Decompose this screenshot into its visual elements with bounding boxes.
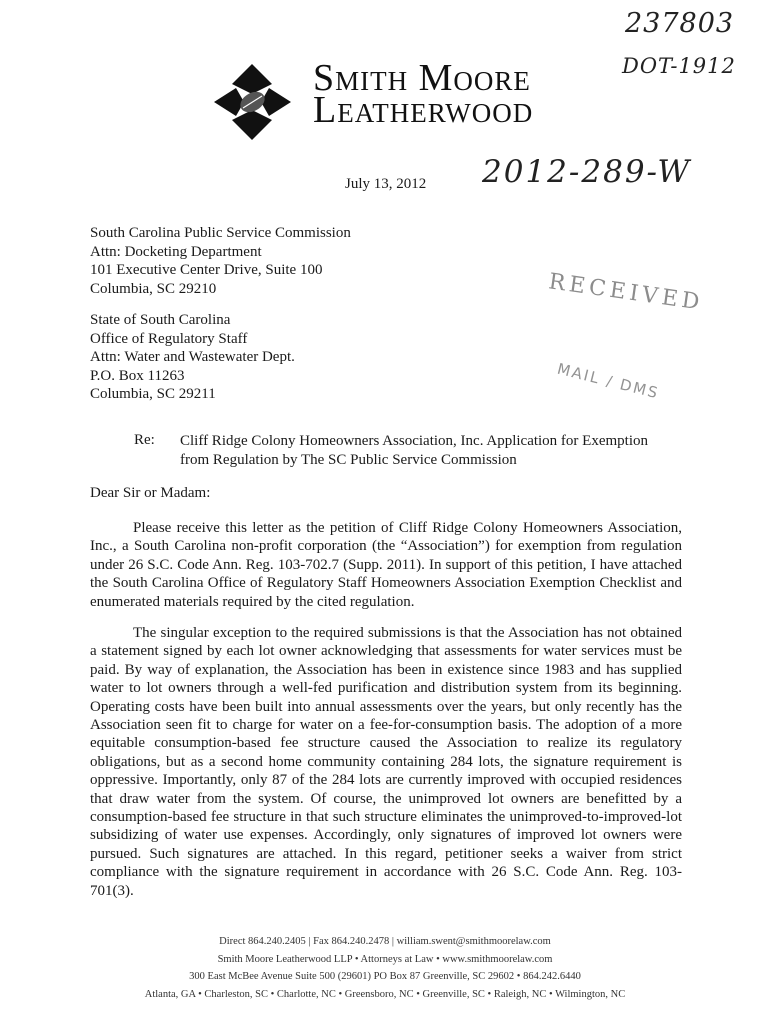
address-line: Attn: Docketing Department: [90, 243, 262, 260]
recipient-address-commission: [90, 224, 351, 298]
re-subject: Cliff Ridge Colony Homeowners Association, Inc. Application for Exemption from Regulation by The SC Public Service Commission: [180, 433, 648, 468]
address-line: South Carolina Public Service Commission: [90, 225, 351, 241]
firm-logo-icon: [210, 62, 295, 142]
handwritten-docket-number: 2012-289-W: [482, 154, 692, 190]
footer-address-line: 300 East McBee Avenue Suite 500 (29601) PO Box 87 Greenville, SC 29602 • 864.242.6440: [189, 971, 581, 982]
address-line: P.O. Box 11263: [90, 367, 185, 384]
received-stamp: [540, 269, 720, 420]
stamp-mail-text: MAIL / DMS: [555, 359, 662, 403]
handwritten-filing-number: 237803: [625, 8, 735, 39]
address-line: Attn: Water and Wastewater Dept.: [90, 349, 295, 365]
letterhead-footer: [60, 933, 710, 1003]
address-line: Columbia, SC 29211: [90, 386, 216, 402]
firm-name-line2: Leatherwood: [313, 89, 534, 131]
stamp-received-text: RECEIVED: [547, 269, 705, 316]
body-paragraph-2: The singular exception to the required submissions is that the Association has not obtained a statement signed by each lot owner acknowledging that assessments for water services must be paid. By way of explanation, the Association has been in existence since 1983 and has supplied water to lot owners through a well-fed purification and distribution system from its beginning. Operating costs have been built into annual assessments over the years, but only recently has the Association seen fit to charge for water on a fee-for-consumption basis. The adoption of a more equitable consumption-based fee structure caused the Association to realize its regulatory obligations, but as a second home community containing 284 lots, the signature requirement is oppressive. Importantly, only 87 of the 284 lots are currently improved with occupied residences that draw water from the system. Of course, the unimproved lot owners are benefitted by a consumption-based fee structure in that such structure eliminates the unimproved-to-improved-lot subsidizing of water use expenses. Accordingly, only signatures of improved lot owners were pursued. Such signatures are attached. In this regard, petitioner seeks a waiver from strict compliance with the signature requirement in accordance with 26 S.C. Code Ann. Reg. 103-701(3).: [90, 625, 682, 899]
letter-date: July 13, 2012: [345, 176, 427, 192]
address-line: State of South Carolina: [90, 312, 231, 328]
body-paragraph-1: Please receive this letter as the petition of Cliff Ridge Colony Homeowners Association, Inc., a South Carolina non-profit corporation (the “Association”) for exemption from regulation under 26 S.C. Code Ann. Reg. 103-702.7 (Supp. 2011). In support of this petition, I have attached the South Carolina Office of Regulatory Staff Homeowners Association Exemption Checklist and enumerated materials required by the cited regulation.: [90, 520, 682, 610]
firm-name-line1: Smith Moore: [313, 57, 531, 99]
address-line: 101 Executive Center Drive, Suite 100: [90, 262, 323, 278]
recipient-address-regulatory-staff: [90, 311, 295, 404]
handwritten-doc-number: DOT-1912: [622, 54, 736, 78]
footer-offices-line: Atlanta, GA • Charleston, SC • Charlotte, NC • Greensboro, NC • Greenville, SC • Raleigh, NC • Wilmington, NC: [144, 988, 626, 1000]
address-line: Columbia, SC 29210: [90, 280, 217, 297]
re-label: Re:: [134, 432, 155, 448]
footer-firm-line: Smith Moore Leatherwood LLP • Attorneys at Law • www.smithmoorelaw.com: [217, 953, 553, 965]
footer-contact-line: Direct 864.240.2405 | Fax 864.240.2478 | william.swent@smithmoorelaw.com: [219, 936, 551, 947]
address-line: Office of Regulatory Staff: [90, 330, 248, 347]
salutation: Dear Sir or Madam:: [90, 485, 211, 501]
